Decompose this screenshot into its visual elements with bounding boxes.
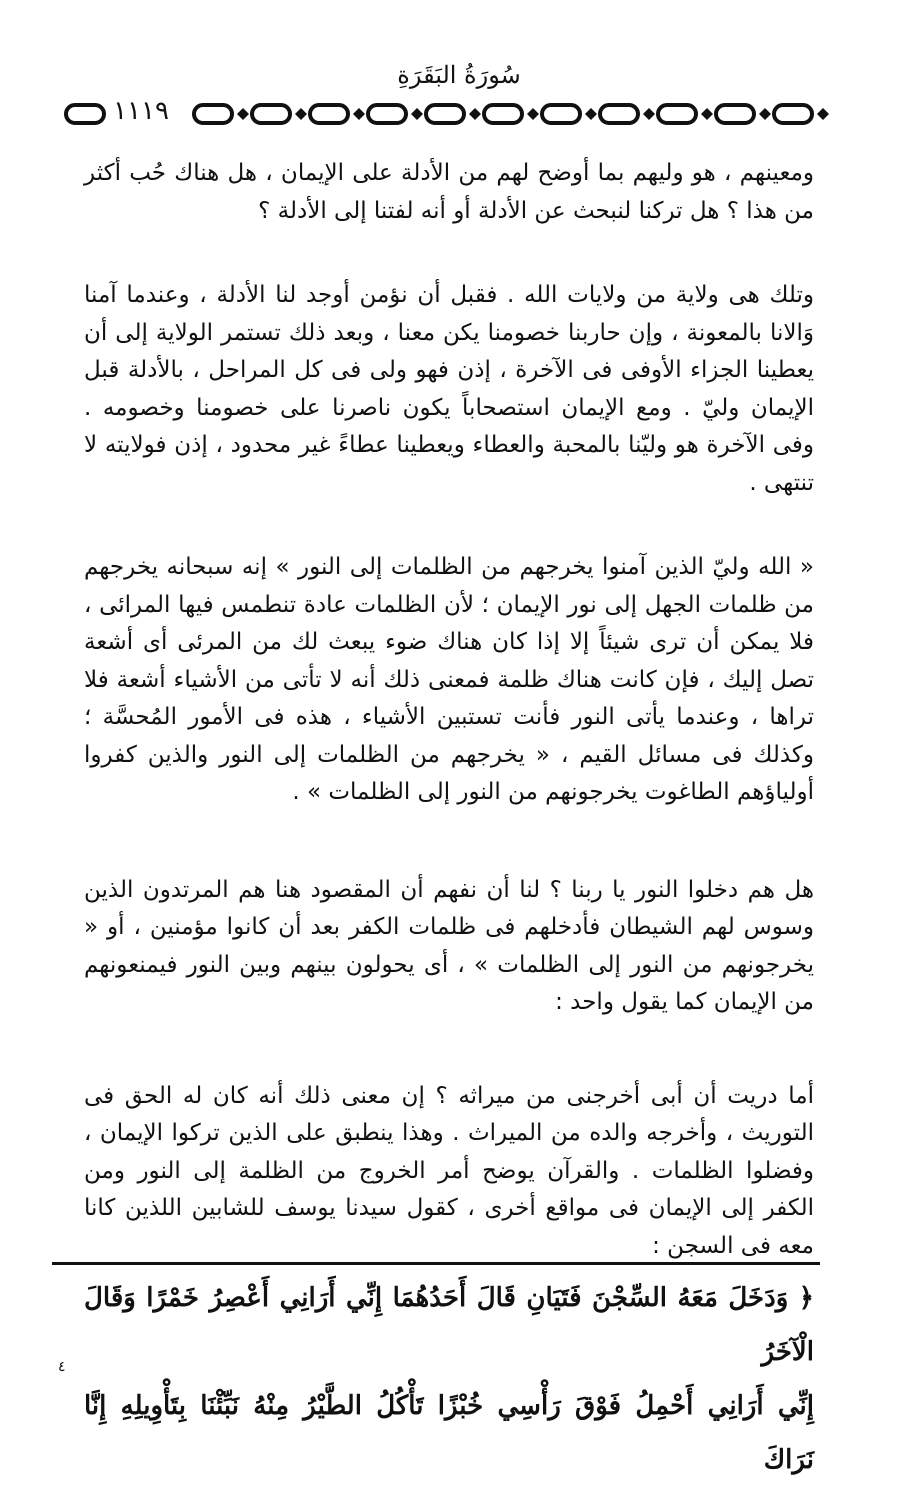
paragraph-2: وتلك هى ولاية من ولايات الله . فقبل أن نؤمن أوجد لنا الأدلة ، وعندما آمنا وَالانا بالمعونة ، وإن حاربنا خصومنا يكن معنا ، وبعد ذلك تستمر الولاية إلى أن يعطينا الجزاء الأوفى فى الآخرة ، إذن فهو ولى فى كل المراحل ، بالأدلة قبل الإيمان وليّ . ومع الإيمان استصحاباً يكون ناصرنا على خصومنا وخصومه . وفى الآخرة هو وليّنا بالمحبة والعطاء ويعطينا عطاءً غير محدود ، إذن فولايته لا تنتهى .: [84, 282, 814, 496]
footer-divider: [52, 1262, 820, 1265]
paragraph-5: أما دريت أن أبى أخرجنى من ميراثه ؟ إن معنى ذلك أنه كان له الحق فى التوريث ، وأخرجه والده من الميراث . وهذا ينطبق على الذين تركوا الإيمان ، وفضلوا الظلمات . والقرآن يوضح أمر الخروج من الظلمة إلى النور ومن الكفر إلى الإيمان فى مواقع أخرى ، كقول سيدنا يوسف للشابين اللذين كانا معه فى السجن :: [84, 1082, 814, 1259]
ornament-chain-icon: [64, 97, 838, 131]
quran-line-2: إِنِّي أَرَانِي أَحْمِلُ فَوْقَ رَأْسِي خُبْزًا تَأْكُلُ الطَّيْرُ مِنْهُ نَبِّئْنَا بِتَأْوِيلِهِ إِنَّا نَرَاكَ: [84, 1391, 814, 1475]
surah-title: سُورَةُ البَقَرَةِ: [397, 61, 521, 89]
paragraph-4: هل هم دخلوا النور يا ربنا ؟ لنا أن نفهم أن المقصود هنا هم المرتدون الذين وسوس لهم الشيطان فأدخلهم فى ظلمات الكفر بعد أن كانوا مؤمنين ، أو « يخرجونهم من النور إلى الظلمات » ، أى يحولون بينهم وبين النور فيمنعونهم من الإيمان كما يقول واحد :: [84, 876, 814, 1015]
paragraph-1: ومعينهم ، هو وليهم بما أوضح لهم من الأدلة على الإيمان ، هل هناك حُب أكثر من هذا ؟ هل تركنا لنبحث عن الأدلة أو أنه لفتنا إلى الأدلة ؟: [84, 160, 814, 224]
paragraph-3: « الله وليّ الذين آمنوا يخرجهم من الظلمات إلى النور » إنه سبحانه يخرجهم من ظلمات الجهل إلى نور الإيمان ؛ لأن الظلمات عادة تنطمس فيها المرائى ، فلا يمكن أن ترى شيئاً إلا إذا كان هناك ضوء يبعث لك من المرئى أى أشعة تصل إليك ، فإن كانت هناك ظلمة فمعنى ذلك أنه لا تأتى من الأشياء أشعة فلا تراها ، وعندما يأتى النور فأنت تستبين الأشياء ، هذه فى الأمور المُحسَّة ؛ وكذلك فى مسائل القيم ، « يخرجهم من الظلمات إلى النور والذين كفروا أولياؤهم الطاغوت يخرجونهم من النور إلى الظلمات » .: [84, 554, 814, 805]
page-number: ١١١٩: [106, 94, 176, 128]
page-body: [84, 155, 814, 1487]
corner-mark: ٤: [58, 1359, 66, 1375]
quran-line-1: ﴿ وَدَخَلَ مَعَهُ السِّجْنَ فَتَيَانِ قَالَ أَحَدُهُمَا إِنِّي أَرَانِي أَعْصِرُ خَمْرًا وَقَالَ الْآخَرُ: [84, 1283, 814, 1367]
quran-verse: [84, 1271, 814, 1487]
decorative-border: [64, 97, 838, 131]
